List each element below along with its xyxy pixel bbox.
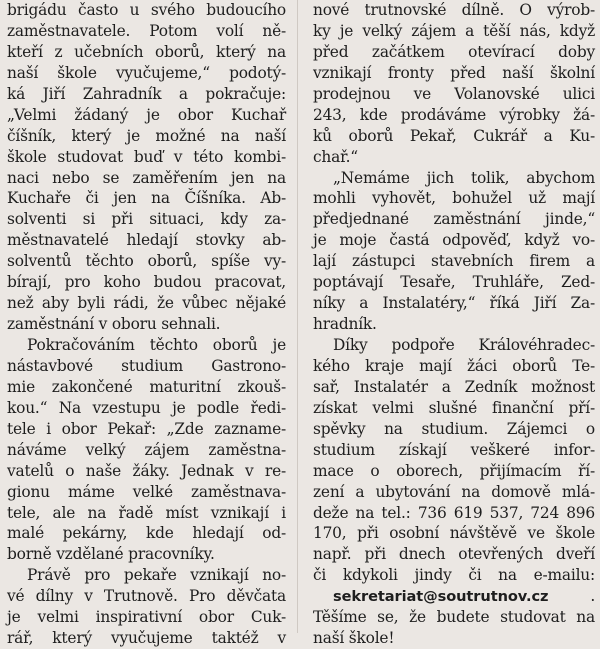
text-line: kého kraje mají žáci oborů Te-	[313, 356, 595, 375]
text-line: Kuchaře či jen na Číšníka. Ab-	[7, 189, 286, 208]
text-line: níky a Instalatéry,“ říká Jiří Za-	[313, 294, 595, 313]
text-line: než aby byli rádi, že vůbec nějaké	[7, 294, 286, 313]
text-line: poptávají Tesaře, Truhláře, Zed-	[313, 273, 595, 292]
text-line: lají zástupci stavebních firem a	[313, 252, 595, 271]
text-line: rář, který vyučujeme taktéž v	[7, 629, 286, 648]
text-line: je velmi inspirativní obor Cuk-	[7, 608, 286, 627]
text-line: solventů těchto oborů, spíše vy-	[7, 252, 286, 271]
text-line: předjednané zaměstnání jinde,“	[313, 210, 595, 229]
text-line: městnavatelé hledají stovky ab-	[7, 231, 286, 250]
text-line: náváme velký zájem zaměstna-	[7, 440, 286, 459]
text-line: mace o oborech, přijímacím ří-	[313, 461, 595, 480]
text-line: bírají, pro koho budou pracovat,	[7, 273, 286, 292]
column-divider	[297, 0, 298, 633]
text-line: 243, kde prodáváme výrobky žá-	[313, 105, 595, 124]
text-line: Díky podpoře Královéhradec-	[333, 336, 595, 354]
text-line: mohli vyhovět, bohužel už mají	[313, 189, 595, 208]
text-line: před začátkem otevírací doby	[313, 42, 595, 61]
text-line: číšník, který je možné na naší	[7, 126, 286, 145]
text-line: např. při dnech otevřených dveří	[313, 545, 595, 564]
text-line: solventi si při situaci, kdy za-	[7, 210, 286, 229]
text-line: ká Jiří Zahradník a pokračuje:	[7, 84, 286, 103]
text-line: hradník.	[313, 315, 377, 334]
text-line: zaměstnavatele. Potom volí ně-	[7, 21, 286, 40]
closing-line: Těšíme se, že budete studovat na	[313, 608, 595, 627]
text-line: borně vzdělané pracovníky.	[7, 545, 215, 564]
right-column	[313, 0, 595, 649]
text-line: mie zakončené maturitní zkouš-	[7, 377, 286, 396]
text-line: Pokračováním těchto oborů je	[27, 336, 286, 354]
text-line: získat velmi slušné finanční pří-	[313, 398, 595, 417]
text-line: ků oborů Pekař, Cukrář a Ku-	[313, 126, 595, 145]
text-line: „Velmi žádaný je obor Kuchař	[7, 105, 286, 124]
text-line: nové trutnovské dílně. O výrob-	[313, 1, 595, 19]
text-line: zaměstnání v oboru sehnali.	[7, 315, 221, 334]
text-line: kou.“ Na vzestupu je podle ředi-	[7, 398, 286, 417]
text-line: gionu máme velké zaměstnava-	[7, 482, 286, 501]
text-line: vé dílny v Trutnově. Pro děvčata	[7, 587, 286, 606]
text-line: „Nemáme jich tolik, abychom	[333, 168, 595, 187]
text-line: kteří z učebních oborů, který na	[7, 42, 286, 61]
text-line: či kdykoli jindy či na e-mailu:	[313, 566, 595, 585]
text-line: Právě pro pekaře vznikají no-	[27, 566, 286, 585]
text-line: 170, při osobní návštěvě ve škole	[313, 524, 595, 543]
text-line: nástavbové studium Gastrono-	[7, 356, 286, 375]
text-line: sař, Instalatér a Zedník možnost	[313, 377, 595, 396]
text-line: zení a ubytování na domově mlá-	[313, 482, 595, 501]
text-line: naci nebo se zaměřením jen na	[7, 168, 286, 187]
text-line: prodejnou ve Volanovské ulici	[313, 84, 595, 103]
text-line: chař.“	[313, 147, 358, 166]
email-suffix: .	[590, 587, 596, 606]
left-column	[7, 0, 286, 649]
text-line: tele i obor Pekař: „Zde zazname-	[7, 419, 286, 438]
text-line: malé pekárny, kde hledají od-	[7, 524, 286, 543]
text-line: studium získají veškeré infor-	[313, 440, 595, 459]
email-link[interactable]: sekretariat@soutrutnov.cz	[333, 588, 549, 606]
text-line: vatelů o naše žáky. Jednak v re-	[7, 461, 286, 480]
text-line: škole studovat buď v této kombi-	[7, 147, 286, 166]
text-line: je moje častá odpověď, když vo-	[313, 231, 595, 250]
text-line: ky je velký zájem a těší nás, když	[313, 21, 595, 40]
closing-line: naší škole!	[313, 629, 395, 648]
text-line: brigádu často u svého budoucího	[7, 1, 286, 19]
text-line: deže na tel.: 736 619 537, 724 896	[313, 503, 595, 522]
text-line: naší škole vyučujeme,“ podotý-	[7, 63, 286, 82]
text-line: tele, ale na řadě míst vznikají i	[7, 503, 286, 522]
email-line	[313, 586, 595, 607]
text-line: vznikají fronty před naší školní	[313, 63, 595, 82]
text-line: spěvky na studium. Zájemci o	[313, 419, 595, 438]
